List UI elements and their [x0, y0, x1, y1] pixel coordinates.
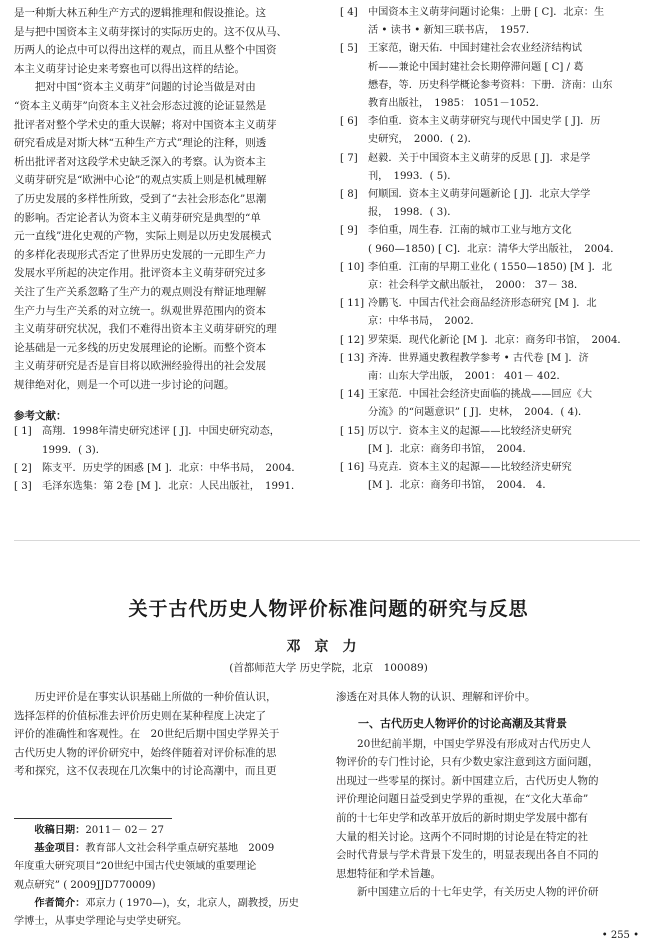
reference-number: [ 10] — [340, 261, 365, 273]
reference-item — [340, 40, 640, 113]
reference-item — [340, 113, 640, 149]
reference-item — [340, 4, 640, 40]
reference-text: 王家范．中国社会经济史面临的挑战——回应《大 — [368, 389, 593, 401]
text-line: 20世纪前半期，中国史学界没有形成对古代历史人 — [336, 737, 591, 750]
footnote-label: 基金项目： — [34, 843, 86, 855]
reference-text: [M ]．北京：商务印书馆， 2004． — [368, 443, 533, 455]
reference-text: 毛泽东选集：第 2卷 [M ]．北京：人民出版社， 1991． — [42, 481, 302, 493]
reference-item — [14, 460, 326, 478]
text-line: 析出批评者对这段学术史缺乏深入的考察。认为资本主 — [14, 155, 266, 168]
reference-text: 厉以宁．资本主义的起源——比较经济史研究 — [368, 425, 572, 437]
reference-text: 刊， 1993．( 5)． — [368, 170, 458, 182]
reference-item — [340, 423, 640, 459]
footnote-text: 年度重大研究项目“20世纪中国古代史领域的重要理论 — [14, 861, 257, 873]
text-line: 关注了生产关系忽略了生产力的观点则没有辩证地理解 — [14, 285, 266, 298]
text-line: 大量的相关讨论。这两个不同时期的讨论是在特定的社 — [336, 830, 588, 843]
footnote-text: 学博士，从事史学理论与史学史研究。 — [14, 916, 188, 928]
text-line: 评价理论问题日益受到史学界的重视，在“文化大革命” — [336, 793, 589, 806]
text-line: 是一种斯大林五种生产方式的逻辑推理和假设推论。这 — [14, 7, 266, 19]
body-paragraph: 新中国建立后的十七年史学，有关历史人物的评价研 — [336, 886, 599, 899]
reference-item — [340, 459, 640, 495]
author-affiliation: (首都师范大学 历史学院，北京 100089) — [229, 662, 428, 674]
reference-number: [ 7] — [340, 152, 358, 164]
reference-number: [ 4] — [340, 7, 358, 18]
text-line: 元一直线”进化史观的产物，实际上则是以历史发展模式 — [14, 230, 272, 243]
reference-text: 罗荣渠．现代化新论 [M ]．北京：商务印书馆， 2004． — [368, 334, 628, 346]
text-line: 历两人的论点中可以得出这样的观点，而且从整个中国资 — [14, 44, 277, 57]
references-list-left — [14, 423, 326, 496]
text-line: 本主义萌芽讨论史来考察也可以得出这样的结论。 — [14, 62, 245, 75]
reference-item — [340, 332, 640, 350]
text-line: 考和探究，这不仅表现在几次集中的讨论高潮中，而且更 — [14, 765, 277, 778]
reference-number: [ 6] — [340, 116, 358, 128]
text-line: 物评价的专门性讨论，只有少数史家注意到这方面问题， — [336, 756, 599, 769]
reference-text: 京：中华书局， 2002． — [368, 316, 481, 328]
reference-text: 高翔．1998年清史研究述评 [ J]．中国史研究动态， — [42, 426, 280, 438]
reference-text: 1999．( 3)． — [42, 444, 106, 456]
article-title: 关于古代历史人物评价标准问题的研究与反思 — [128, 598, 529, 620]
text-line: 古代历史人物的评价研究中，始终伴随着对评价标准的思 — [14, 746, 277, 759]
body-paragraph — [336, 735, 640, 884]
text-line: 论基础是一元多线的历史发展理论的论断。而整个资本 — [14, 341, 266, 354]
reference-text: 李伯重．资本主义萌芽研究与现代中国史学 [ J]．历 — [368, 116, 601, 128]
text-line: 是与把中国资本主义萌芽探讨的实际历史的。这不仅从马、 — [14, 25, 287, 38]
section-heading: 一、古代历史人物评价的讨论高潮及其背景 — [358, 716, 567, 730]
reference-text: 京：社会科学文献出版社， 2000： 37－ 38． — [368, 280, 585, 292]
reference-text: [M ]．北京：商务印书馆， 2004． 4． — [368, 480, 553, 492]
reference-item — [340, 150, 640, 186]
reference-number: [ 12] — [340, 334, 365, 346]
top-right-column — [340, 4, 640, 495]
body-left-column — [14, 688, 314, 781]
reference-text: 马克垚．资本主义的起源——比较经济史研究 — [368, 462, 572, 474]
top-left-column — [14, 4, 326, 496]
reference-number: [ 3] — [14, 481, 32, 493]
author-name: 邓京力 — [286, 639, 371, 655]
reference-item — [14, 478, 326, 496]
received-date: 收稿日期：2011－ 02－ 27 — [34, 825, 165, 836]
reference-number: [ 15] — [340, 425, 365, 437]
text-line: 义萌芽研究是“欧洲中心论”的观点实质上则是机械理解 — [14, 174, 267, 187]
text-line: 主义萌芽研究状况，我们不难得出资本主义萌芽研究的理 — [14, 323, 277, 336]
text-line: 批评者对整个学术史的重大误解；将对中国资本主义萌芽 — [14, 118, 277, 131]
reference-text: ( 960—1850) [ C]．北京：清华大学出版社， 2004． — [368, 243, 621, 255]
reference-text: 教育出版社， 1985： 1051－1052． — [368, 98, 546, 110]
references-list-right — [340, 4, 640, 495]
reference-number: [ 5] — [340, 43, 358, 55]
footnote-rule — [14, 818, 172, 819]
text-line: 主义萌芽研究是否是盲目将以欧洲经验得出的社会发展 — [14, 360, 266, 373]
reference-text: 中国资本主义萌芽问题讨论集：上册 [ C]．北京：生 — [368, 7, 605, 18]
text-line: 的多样化表现形式否定了世界历史发展的一元即生产力 — [14, 248, 266, 261]
text-line: 发展水平所起的决定作用。批评资本主义萌芽研究过多 — [14, 267, 266, 280]
fund-project — [14, 840, 316, 895]
text-line: 生产力与生产关系的对立统一。纵观世界范围内的资本 — [14, 304, 266, 317]
body-right-column — [336, 688, 640, 902]
reference-item — [340, 259, 640, 295]
text-line: 会时代背景与学术背景下发生的，明显表现出各自不同的 — [336, 849, 599, 862]
references-title: 参考文献： — [14, 410, 67, 423]
reference-text: 活 • 读书 • 新知三联书店， 1957． — [368, 25, 537, 37]
text-line: 前的十七年史学和改革开放后的新时期史学发展中都有 — [336, 811, 588, 824]
text-line: 规律绝对化，则是一个可以进一步讨论的问题。 — [14, 378, 235, 391]
body-paragraph — [14, 688, 314, 781]
footnote-text: 教育部人文社会科学重点研究基地 2009 — [85, 843, 275, 855]
reference-item — [340, 295, 640, 331]
reference-text: 李伯重，周生春．江南的城市工业与地方文化 — [368, 225, 572, 237]
text-line: 把对中国“资本主义萌芽”问题的讨论当做是对由 — [14, 81, 256, 94]
reference-text: 李伯重．江南的早期工业化 ( 1550—1850) [M ]．北 — [368, 261, 612, 273]
reference-number: [ 16] — [340, 462, 365, 474]
reference-text: 陈支平．历史学的困惑 [M ]．北京：中华书局， 2004． — [42, 462, 302, 474]
text-line: 思想特征和学术旨趣。 — [336, 867, 441, 880]
text-line: 了历史发展的多样性所致，受到了“去社会形态化”思潮 — [14, 192, 267, 205]
footnote-text: 观点研究” ( 2009JJD770009) — [14, 879, 156, 891]
reference-text: 齐涛．世界通史教程教学参考 • 古代卷 [M ]．济 — [368, 352, 589, 364]
reference-item — [14, 423, 326, 459]
footnote-label: 作者简介： — [34, 897, 86, 909]
footnote-text: 邓京力 ( 1970—)，女，北京人，副教授，历史 — [85, 897, 299, 909]
reference-text: 南：山东大学出版， 2001： 401－ 402． — [368, 371, 567, 383]
reference-text: 报， 1998．( 3)． — [368, 207, 458, 219]
reference-item — [340, 350, 640, 386]
footnotes — [14, 822, 316, 931]
author-bio — [14, 895, 316, 931]
page-number: • 255 • — [601, 930, 639, 941]
reference-text: 何顺国．资本主义萌芽问题新论 [ J]．北京大学学 — [368, 189, 591, 201]
text-line: 的影响。否定论者认为资本主义萌芽研究是典型的“单 — [14, 211, 261, 224]
reference-number: [ 9] — [340, 225, 358, 237]
continuation-paragraph — [14, 4, 326, 394]
text-line: 历史评价是在事实认识基础上所做的一种价值认识， — [14, 691, 277, 703]
reference-item — [340, 186, 640, 222]
reference-text: 析——兼论中国封建社会长期停滞问题 [ C] / 葛 — [368, 61, 584, 73]
reference-number: [ 2] — [14, 462, 32, 474]
reference-text: 史研究， 2000．( 2)． — [368, 134, 478, 146]
reference-number: [ 14] — [340, 389, 365, 401]
reference-text: 分流》的“问题意识” [ J]．史林， 2004．( 4)． — [368, 407, 589, 419]
reference-item — [340, 222, 640, 258]
reference-text: 赵毅．关于中国资本主义萌芽的反思 [ J]．求是学 — [368, 152, 591, 164]
reference-number: [ 13] — [340, 352, 365, 364]
reference-number: [ 8] — [340, 189, 358, 201]
text-line: 选择怎样的价值标准去评价历史则在某种程度上决定了 — [14, 709, 266, 722]
text-line: “资本主义萌芽”向资本主义社会形态过渡的论证显然是 — [14, 99, 267, 112]
reference-number: [ 1] — [14, 426, 32, 438]
reference-item — [340, 386, 640, 422]
text-line: 研究看成是对斯大林“五种生产方式”理论的注释，则透 — [14, 137, 267, 150]
text-line: 出现过一些零星的探讨。新中国建立后，古代历史人物的 — [336, 774, 599, 787]
reference-text: 冷鹏飞．中国古代社会商品经济形态研究 [M ]．北 — [368, 298, 597, 310]
body-intro-line: 渗透在对具体人物的认识、理解和评价中。 — [336, 691, 536, 703]
reference-text: 懋春，等．历史科学概论参考资料：下册．济南：山东 — [368, 79, 613, 91]
text-line: 评价的准确性和客观性。在 20世纪后期中国史学界关于 — [14, 728, 280, 741]
section-divider — [14, 540, 640, 541]
reference-number: [ 11] — [340, 298, 365, 310]
reference-text: 王家范，谢天佑．中国封建社会农业经济结构试 — [368, 43, 582, 55]
